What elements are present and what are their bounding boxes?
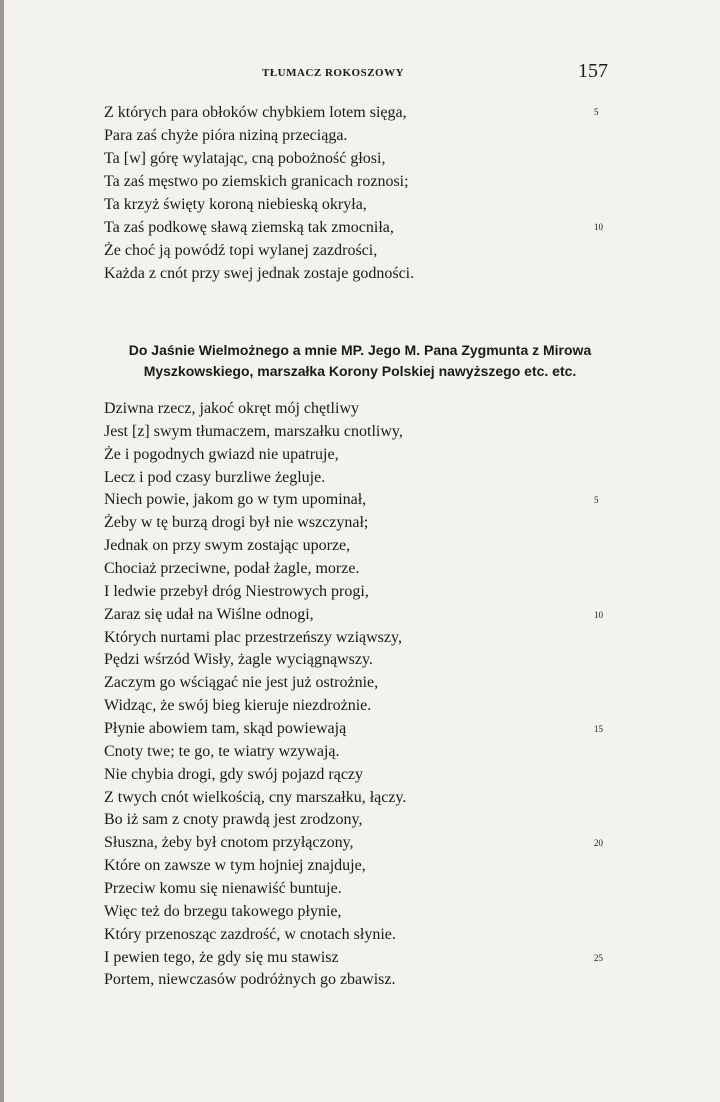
verse-line [104, 581, 624, 604]
verse-line [104, 787, 624, 810]
verse-text: Jest [z] swym tłumaczem, marszałku cnotliwy, [104, 422, 403, 440]
verse-text: Przeciw komu się nienawiść buntuje. [104, 880, 342, 898]
verse-text: Że choć ją powódź topi wylanej zazdrości, [104, 242, 378, 259]
verse-text: Portem, niewczasów podróżnych go zbawisz. [104, 971, 396, 989]
verse-text: Widząc, że swój bieg kieruje niezdrożnie. [104, 697, 372, 715]
poem-heading-line-2: Myszkowskiego, marszałka Korony Polskiej nawyższego etc. etc. [143, 363, 577, 379]
verse-text: Z których para obłoków chybkiem lotem sięga, [104, 104, 407, 121]
page-edge [0, 0, 4, 1102]
page-number: 157 [578, 60, 608, 82]
verse-text: Ta zaś podkowę sławą ziemską tak zmocniła, [104, 219, 394, 236]
verse-line [104, 467, 624, 490]
verse-line [104, 421, 624, 444]
verse-text: Lecz i pod czasy burzliwe żegluje. [104, 468, 326, 486]
verse-line [104, 193, 624, 216]
verse-line [104, 741, 624, 764]
poem-second [104, 398, 624, 992]
verse-line [104, 649, 624, 672]
verse-text: I ledwie przebył dróg Niestrowych progi, [104, 582, 369, 600]
verse-text: Pędzi wśrzód Wisły, żagle wyciągnąwszy. [104, 651, 373, 669]
verse-text: Że i pogodnych gwiazd nie upatruje, [104, 445, 339, 463]
poem-first [104, 101, 624, 285]
verse-text: Para zaś chyże pióra niziną przeciąga. [104, 127, 348, 144]
verse-line [104, 444, 624, 467]
verse-text: Bo iż sam z cnoty prawdą jest zrodzony, [104, 811, 363, 829]
verse-text: I pewien tego, że gdy się mu stawisz [104, 948, 339, 966]
verse-text: Który przenosząc zazdrość, w cnotach słynie. [104, 925, 396, 943]
verse-text: Jednak on przy swym zostając uporze, [104, 537, 351, 555]
verse-line [104, 969, 624, 992]
verse-line [104, 718, 624, 741]
verse-text: Niech powie, jakom go w tym upominał, [104, 491, 367, 509]
verse-text: Cnoty twe; te go, te wiatry wzywają. [104, 742, 340, 760]
verse-text: Których nurtami plac przestrzeńszy wziąwszy, [104, 628, 402, 646]
verse-line [104, 764, 624, 787]
verse-line [104, 604, 624, 627]
line-number: 20 [594, 838, 603, 849]
verse-line [104, 124, 624, 147]
verse-text: Chociaż przeciwne, podał żagle, morze. [104, 560, 360, 578]
verse-text: Ta krzyż święty koroną niebieską okryła, [104, 196, 367, 213]
verse-line [104, 901, 624, 924]
verse-text: Zaczym go wściągać nie jest już ostrożnie, [104, 674, 379, 692]
line-number: 25 [594, 952, 603, 963]
verse-line [104, 535, 624, 558]
verse-line [104, 489, 624, 512]
poem-heading-line-1: Do Jaśnie Wielmożnego a mnie MP. Jego M. Pana Zygmunta z Mirowa [128, 342, 592, 358]
verse-text: Ta [w] górę wylatając, cną pobożność głosi, [104, 150, 386, 167]
verse-line [104, 627, 624, 650]
verse-line [104, 239, 624, 262]
line-number: 5 [594, 107, 599, 117]
verse-line [104, 924, 624, 947]
line-number: 15 [594, 724, 603, 735]
verse-text: Więc też do brzegu takowego płynie, [104, 902, 342, 920]
line-number: 10 [594, 609, 603, 620]
verse-text: Płynie abowiem tam, skąd powiewają [104, 720, 347, 738]
verse-line [104, 855, 624, 878]
line-number: 5 [594, 495, 599, 506]
line-number: 10 [594, 222, 603, 232]
verse-text: Ta zaś męstwo po ziemskich granicach roznosi; [104, 173, 409, 190]
verse-line [104, 832, 624, 855]
verse-line [104, 101, 624, 124]
verse-line [104, 262, 624, 285]
verse-text: Każda z cnót przy swej jednak zostaje godności. [104, 265, 415, 282]
verse-text: Nie chybia drogi, gdy swój pojazd rączy [104, 765, 364, 783]
verse-line [104, 878, 624, 901]
verse-line [104, 672, 624, 695]
verse-line [104, 947, 624, 970]
verse-text: Żeby w tę burzą drogi był nie wszczynał; [104, 514, 369, 532]
verse-line [104, 695, 624, 718]
verse-text: Zaraz się udał na Wiślne odnogi, [104, 605, 314, 623]
verse-text: Które on zawsze w tym hojniej znajduje, [104, 857, 366, 875]
verse-text: Dziwna rzecz, jakoć okręt mój chętliwy [104, 400, 359, 417]
verse-line [104, 558, 624, 581]
verse-line [104, 512, 624, 535]
running-head: TŁUMACZ ROKOSZOWY [262, 67, 405, 79]
verse-line [104, 398, 624, 421]
verse-line [104, 216, 624, 239]
verse-text: Słuszna, żeby był cnotom przyłączony, [104, 834, 354, 852]
verse-line [104, 170, 624, 193]
verse-line [104, 147, 624, 170]
verse-line [104, 809, 624, 832]
verse-text: Z twych cnót wielkością, cny marszałku, łączy. [104, 788, 407, 806]
